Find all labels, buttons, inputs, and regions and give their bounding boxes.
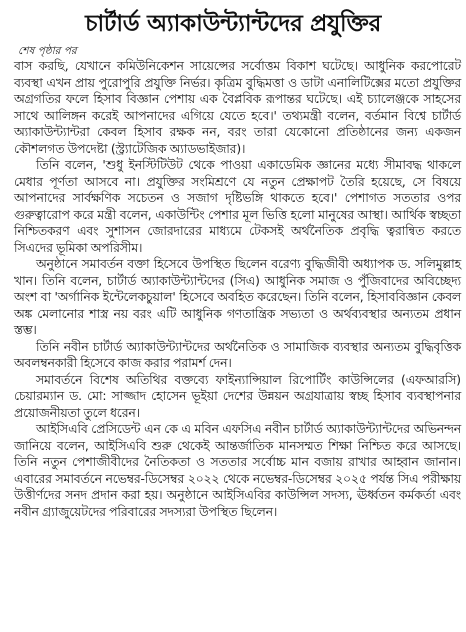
paragraph: আইসিএবি প্রেসিডেন্ট এন কে এ মবিন এফসিএ নবীন চার্টার্ড অ্যাকাউন্ট্যান্টদের অভিনন্দন জানিয়ে বলেন, আইসিএবি শুরু থেকেই আন্তর্জাতিক মানসম্মত শিক্ষা নিশ্চিত করে আসছে। তিনি নতুন পেশাজীবীদের নৈতিকতা ও সততার সর্বোচ্চ মান বজায় রাখার আহ্বান জানান। এবারের সমাবর্তনে নভেম্বর-ডিসেম্বর ২০২২ থেকে নভেম্বর-ডিসেম্বর ২০২৫ পর্যন্ত সিএ পরীক্ষায় উত্তীর্ণদের সনদ প্রদান করা হয়। অনুষ্ঠানে আইসিএবির কাউন্সিল সদস্য, ঊর্ধ্বতন কর্মকর্তা এবং নবীন গ্র্যাজুয়েটদের পরিবারের সদস্যরা উপস্থিত ছিলেন। <box>14 422 461 519</box>
paragraph: তিনি বলেন, 'শুধু ইনস্টিটিউট থেকে পাওয়া একাডেমিক জ্ঞানের মধ্যে সীমাবদ্ধ থাকলে মেধার পূর্ণতা আসবে না। প্রযুক্তির সংমিশ্রণে যে নতুন প্রেক্ষাপট তৈরি হয়েছে, সে বিষয়ে আপনাদের সার্বক্ষণিক সচেতন ও সজাগ দৃষ্টিভঙ্গি থাকতে হবে।' পেশাগত সততার ওপর গুরুত্বারোপ করে মন্ত্রী বলেন, একাউন্টিং পেশার মূল ভিত্তি হলো মানুষের আস্থা। আর্থিক স্বচ্ছতা নিশ্চিতকরণ এবং সুশাসন জোরদারের মাধ্যমে টেকসই অর্থনৈতিক প্রবৃদ্ধি ত্বরান্বিত করতে সিএদের ভূমিকা অপরিসীম। <box>14 158 461 255</box>
article-body <box>0 58 466 520</box>
headline: চার্টার্ড অ্যাকাউন্ট্যান্টদের প্রযুক্তির <box>85 11 381 37</box>
paragraph: অনুষ্ঠানে সমাবর্তন বক্তা হিসেবে উপস্থিত ছিলেন বরেণ্য বুদ্ধিজীবী অধ্যাপক ড. সলিমুল্লাহ খান। তিনি বলেন, চার্টার্ড অ্যাকাউন্ট্যান্টদের (সিএ) আধুনিক সমাজ ও পুঁজিবাদের অবিচ্ছেদ্য অংশ বা 'অর্গানিক ইন্টেলেকচুয়াল' হিসেবে অবহিত করেছেন। তিনি বলেন, হিসাববিজ্ঞান কেবল অঙ্ক মেলানোর শাস্ত্র নয় বরং এটি আধুনিক গণতান্ত্রিক সভ্যতা ও অর্থব্যবস্থার অন্যতম প্রধান স্তম্ভ। <box>14 257 461 337</box>
paragraph: সমাবর্তনে বিশেষ অতিথির বক্তব্যে ফাইন্যান্সিয়াল রিপোর্টিং কাউন্সিলের (এফআরসি) চেয়ারম্যান ড. মো: সাজ্জাদ হোসেন ভূইয়া দেশের উন্নয়ন অগ্রযাত্রায় স্বচ্ছ হিসাব ব্যবস্থাপনার প্রয়োজনীয়তা তুলে ধরেন। <box>14 372 461 420</box>
paragraph: বাস করছি, যেখানে কমিউনিকেশন সায়েন্সের সর্বোত্তম বিকাশ ঘটেছে। আধুনিক করপোরেট ব্যবস্থা এখন প্রায় পুরোপুরি প্রযুক্তি নির্ভর। কৃত্রিম বুদ্ধিমত্তা ও ডাটা এনালিটিক্সের মতো প্রযুক্তির অগ্রগতির ফলে হিসাব বিজ্ঞান পেশায় এক বৈপ্লবিক রূপান্তর ঘটেছে। এই চ্যালেঞ্জকে সাহসের সাথে আলিঙ্গন করেই আপনাদের এগিয়ে যেতে হবে।' তথ্যমন্ত্রী বলেন, বর্তমান বিশ্বে চার্টার্ড অ্যাকাউন্ট্যান্টরা কেবল হিসাব রক্ষক নন, বরং তারা যেকোনো প্রতিষ্ঠানের জন্য একজন কৌশলগত উপদেষ্টা (স্ট্র্যাটেজিক অ্যাডভাইজার)। <box>14 59 461 156</box>
continued-from-label: শেষ পৃষ্ঠার পর <box>18 45 77 57</box>
paragraph: তিনি নবীন চার্টার্ড অ্যাকাউন্ট্যান্টদের অর্থনৈতিক ও সামাজিক ব্যবস্থার অন্যতম বুদ্ধিবৃত্তিক অবলম্বনকারী হিসেবে কাজ করার পরামর্শ দেন। <box>14 339 461 370</box>
